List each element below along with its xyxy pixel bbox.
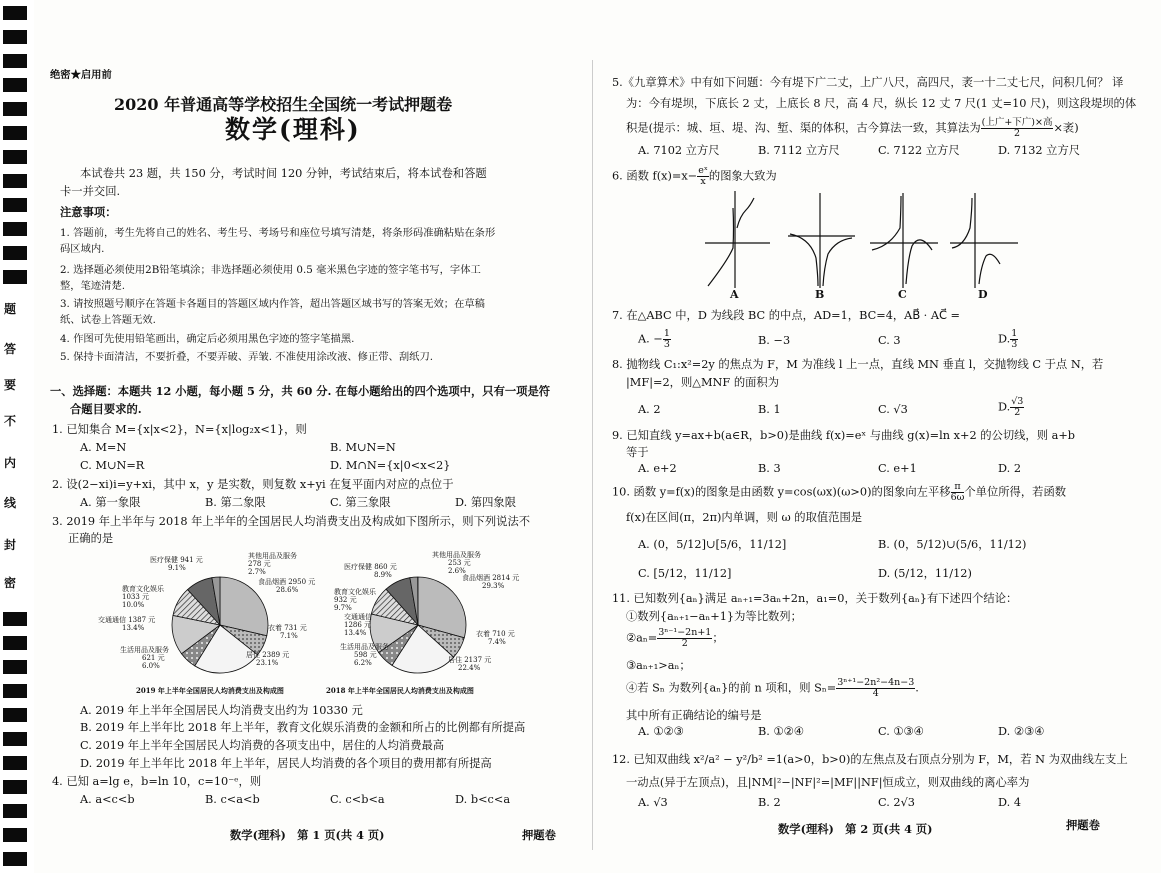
graph-D (950, 193, 1018, 288)
pie19-label-traffic: 交通通信 1387 元 13.4% (98, 616, 156, 632)
binding-mark (3, 102, 27, 116)
notice-item: 3. 请按照题号顺序在答题卡各题目的答题区域内作答，超出答题区域书写的答案无效；在草稿 (60, 298, 485, 310)
option-10D: D. (5/12，11/12) (878, 567, 972, 580)
question-5: 为：今有堤坝，下底长 2 丈，上底长 8 尺，高 4 尺，纵长 12 丈 7 尺(1 丈=10 尺)，则这段堤坝的体 (626, 97, 1137, 110)
pie19-label-edu: 教育文化娱乐 1033 元 10.0% (122, 585, 164, 609)
pie19-label-med: 医疗保健 941 元 9.1% (150, 556, 203, 572)
option-11A: A. ①②③ (638, 725, 684, 738)
binding-mark (3, 198, 27, 212)
question-3: 3. 2019 年上半年与 2018 年上半年的全国居民人均消费支出及构成如下图所示，则下列说法不 (52, 515, 531, 528)
notice-item: 码区域内. (60, 243, 105, 255)
option-5A: A. 7102 立方尺 (638, 144, 720, 157)
notice-item: 纸、试卷上答题无效. (60, 314, 156, 326)
binding-mark (3, 756, 27, 770)
subject-title: 数学(理科) (225, 115, 361, 144)
q11-statement: ②aₙ= $\frac{\text{3ⁿ⁻¹−2n+1}}{2}$ ； (626, 627, 724, 649)
pie19-label-house: 居住 2389 元 23.1% (246, 651, 290, 667)
q11-statement: ①数列{aₙ₊₁−aₙ+1}为等比数列； (626, 610, 802, 623)
option-3B: B. 2019 年上半年比 2018 年上半年，教育文化娱乐消费的金额和所占的比例都有所提高 (80, 721, 526, 734)
footer-left-tag: 押题卷 (522, 828, 556, 842)
binding-mark (3, 222, 27, 236)
option-5B: B. 7112 立方尺 (758, 144, 840, 157)
graph-C (870, 193, 938, 288)
pie19-caption: 2019 年上半年全国居民人均消费支出及构成图 (136, 686, 284, 695)
pie18-label-cloth: 衣着 710 元 7.4% (476, 630, 515, 646)
binding-char: 内 (4, 456, 17, 470)
option-8A: A. 2 (638, 403, 661, 416)
binding-mark (3, 708, 27, 722)
binding-mark (3, 660, 27, 674)
pie19-label-cloth: 衣着 731 元 7.1% (268, 624, 307, 640)
question-12: 12. 已知双曲线 x²/a² − y²/b² =1(a>0，b>0)的左焦点及右顶点分别为 F，M，若 N 为双曲线左支上 (612, 753, 1128, 766)
pie18-caption: 2018 年上半年全国居民人均消费支出及构成图 (326, 686, 474, 695)
option-4D: D. b<c<a (455, 793, 511, 806)
binding-char: 线 (4, 496, 17, 510)
option-12A: A. √3 (638, 796, 668, 809)
notice-item: 整，笔迹清楚. (60, 280, 126, 292)
option-11C: C. ①③④ (878, 725, 924, 738)
pie18-label-med: 医疗保健 860 元 8.9% (344, 563, 397, 579)
binding-mark (3, 804, 27, 818)
option-7A: A. − $\frac{1}{3}$ (638, 328, 670, 350)
pie18-label-edu: 教育文化娱乐 932 元 9.7% (334, 588, 376, 612)
pie19-label-daily: 生活用品及服务 621 元 6.0% (120, 646, 169, 670)
binding-mark (3, 852, 27, 866)
binding-mark (3, 246, 27, 260)
option-12C: C. 2√3 (878, 796, 915, 809)
binding-mark (3, 6, 27, 20)
option-9B: B. 3 (758, 462, 781, 475)
option-7C: C. 3 (878, 334, 901, 347)
binding-mark (3, 684, 27, 698)
pie19-label-other: 其他用品及服务 278 元 2.7% (248, 552, 297, 576)
graph-A (705, 191, 770, 288)
binding-mark (3, 780, 27, 794)
binding-char: 题 (4, 302, 17, 316)
pie18-label-daily: 生活用品及服务 598 元 6.2% (340, 643, 389, 667)
option-5C: C. 7122 立方尺 (878, 144, 960, 157)
notice-item: 5. 保持卡面清洁，不要折叠，不要弄破、弄皱. 不准使用涂改液、修正带、刮纸刀. (60, 351, 434, 363)
binding-mark (3, 30, 27, 44)
intro-line: 本试卷共 23 题，共 150 分，考试时间 120 分钟，考试结束后，将本试卷和答题 (80, 167, 487, 180)
option-2B: B. 第二象限 (205, 496, 266, 509)
option-9D: D. 2 (998, 462, 1022, 475)
pie18-label-other: 其他用品及服务 253 元 2.6% (432, 551, 481, 575)
page-divider (592, 60, 593, 850)
binding-mark (3, 636, 27, 650)
option-1C: C. M∪N=R (80, 459, 145, 472)
pie19-label-food: 食品烟酒 2950 元 28.6% (258, 578, 316, 594)
secret-label: 绝密★启用前 (50, 69, 112, 81)
pie18-label-traffic: 交通通信 1286 元 13.4% (344, 613, 372, 637)
binding-char: 答 (4, 342, 17, 356)
binding-char: 要 (4, 378, 17, 392)
option-2C: C. 第三象限 (330, 496, 391, 509)
q11-statement: ③aₙ₊₁>aₙ； (626, 659, 691, 672)
footer-right-tag: 押题卷 (1066, 818, 1100, 832)
option-4A: A. a<c<b (80, 793, 135, 806)
binding-mark (3, 828, 27, 842)
pie18-label-food: 食品烟酒 2814 元 29.3% (462, 574, 520, 590)
option-2A: A. 第一象限 (80, 496, 141, 509)
question-2: 2. 设(2−xi)i=y+xi，其中 x，y 是实数，则复数 x+yi 在复平面内对应的点位于 (52, 478, 454, 491)
option-4B: B. c<a<b (205, 793, 260, 806)
notice-item: 1. 答题前，考生先将自己的姓名、考生号、考场号和座位号填写清楚，将条形码准确粘贴在条形 (60, 227, 496, 239)
question-10: 10. 函数 y=f(x)的图象是由函数 y=cos(ωx)(ω>0)的图象向左平移 $\frac{\pi}{6\omega}$ 个单位所得，若函数 (612, 481, 1067, 503)
option-12D: D. 4 (998, 796, 1022, 809)
option-1B: B. M∪N=N (330, 441, 396, 454)
question-8: |MF|=2，则△MNF 的面积为 (626, 376, 780, 389)
notice-title: 注意事项： (60, 205, 117, 219)
graph-label-D: D (978, 288, 988, 301)
option-9C: C. e+1 (878, 462, 917, 475)
option-8D: D. $\frac{√3}{2}$ (998, 396, 1024, 418)
graph-label-A: A (730, 288, 739, 301)
binding-mark (3, 54, 27, 68)
binding-char: 密 (4, 576, 17, 590)
option-10B: B. (0，5/12)∪(5/6，11/12) (878, 538, 1027, 551)
binding-mark (3, 126, 27, 140)
binding-char: 封 (4, 538, 17, 552)
question-10: f(x)在区间(π，2π)内单调，则 ω 的取值范围是 (626, 511, 863, 524)
graph-B (788, 193, 855, 288)
section-heading: 合题目要求的. (70, 402, 142, 416)
question-8: 8. 抛物线 C₁:x²=2y 的焦点为 F，M 为准线 l 上一点，直线 MN 垂直 l，交抛物线 C 于点 N，若 (612, 358, 1104, 371)
option-10C: C. [5/12，11/12] (638, 567, 732, 580)
binding-mark (3, 270, 27, 284)
option-8B: B. 1 (758, 403, 781, 416)
question-1: 1. 已知集合 M={x|x<2}，N={x|log₂x<1}，则 (52, 423, 307, 436)
graph-label-B: B (815, 288, 825, 301)
question-5: 积是(提示：城、垣、堤、沟、堑、渠的体积，古今算法一致，其算法为 $\frac{\text{(上广+下广)×高}}{2}$ ×袤) (626, 117, 1079, 139)
option-3C: C. 2019 年上半年全国居民人均消费的各项支出中，居住的人均消费最高 (80, 739, 445, 752)
notice-item: 4. 作图可先使用铅笔画出，确定后必须用黑色字迹的签字笔描黑. (60, 333, 355, 345)
question-9: 等于 (626, 446, 649, 459)
question-4: 4. 已知 a=lg e，b=ln 10，c=10⁻ᵉ，则 (52, 775, 262, 788)
binding-strip (0, 0, 34, 873)
q11-prompt: 其中所有正确结论的编号是 (626, 709, 762, 722)
pie-charts (90, 550, 570, 700)
option-7D: D. $\frac{1}{3}$ (998, 328, 1018, 350)
binding-mark (3, 174, 27, 188)
section-heading: 一、选择题：本题共 12 小题，每小题 5 分，共 60 分. 在每小题给出的四个选项中，只有一项是符 (50, 384, 551, 398)
option-2D: D. 第四象限 (455, 496, 517, 509)
q11-statement: ④若 Sₙ 为数列{aₙ}的前 n 项和，则 Sₙ= $\frac{\text{3ⁿ⁺¹−2n²−4n−3}}{4}$ . (626, 677, 919, 699)
binding-char: 不 (4, 414, 17, 428)
question-7: 7. 在△ABC 中，D 为线段 BC 的中点，AD=1，BC=4，AB⃗ · AC⃗ = (612, 309, 960, 322)
option-1A: A. M=N (80, 441, 127, 454)
question-6: 6. 函数 f(x)=x− $\frac{\text{eˣ}}{x}$ 的图象大致为 (612, 165, 777, 187)
option-12B: B. 2 (758, 796, 781, 809)
binding-mark (3, 612, 27, 626)
notice-item: 2. 选择题必须使用2B铅笔填涂；非选择题必须使用 0.5 毫米黑色字迹的签字笔书写，字体工 (60, 264, 481, 276)
option-9A: A. e+2 (638, 462, 677, 475)
footer-right: 数学(理科) 第 2 页(共 4 页) (778, 822, 933, 836)
graph-label-C: C (898, 288, 907, 301)
option-10A: A. (0，5/12]∪[5/6，11/12] (638, 538, 787, 551)
binding-mark (3, 732, 27, 746)
footer-left: 数学(理科) 第 1 页(共 4 页) (230, 828, 385, 842)
binding-mark (3, 150, 27, 164)
option-5D: D. 7132 立方尺 (998, 144, 1081, 157)
binding-mark (3, 78, 27, 92)
question-11: 11. 已知数列{aₙ}满足 aₙ₊₁=3aₙ+2n，a₁=0，关于数列{aₙ}有下述四个结论： (612, 592, 1018, 605)
q6-graphs (700, 188, 1030, 288)
option-11B: B. ①②④ (758, 725, 804, 738)
question-3: 正确的是 (68, 532, 114, 545)
option-4C: C. c<b<a (330, 793, 385, 806)
option-3D: D. 2019 年上半年比 2018 年上半年，居民人均消费的各个项目的费用都有所提高 (80, 757, 492, 770)
option-8C: C. √3 (878, 403, 908, 416)
intro-line: 卡一并交回. (60, 185, 121, 198)
option-1D: D. M∩N={x|0<x<2} (330, 459, 451, 472)
option-7B: B. −3 (758, 334, 791, 347)
option-11D: D. ②③④ (998, 725, 1045, 738)
pie18-label-house: 居住 2137 元 22.4% (448, 656, 492, 672)
question-9: 9. 已知直线 y=ax+b(a∈R，b>0)是曲线 f(x)=eˣ 与曲线 g(x)=ln x+2 的公切线，则 a+b (612, 429, 1076, 442)
question-12: 一动点(异于左顶点)，且|NM|²−|NF|²=|MF||NF|恒成立，则双曲线的离心率为 (626, 776, 1030, 789)
exam-title: 2020 年普通高等学校招生全国统一考试押题卷 (114, 95, 453, 114)
option-3A: A. 2019 年上半年全国居民人均消费支出约为 10330 元 (80, 704, 363, 717)
question-5: 5.《九章算术》中有如下问题：今有堤下广二丈，上广八尺，高四尺，袤一十二丈七尺，问积几何？ 译 (612, 76, 1124, 89)
